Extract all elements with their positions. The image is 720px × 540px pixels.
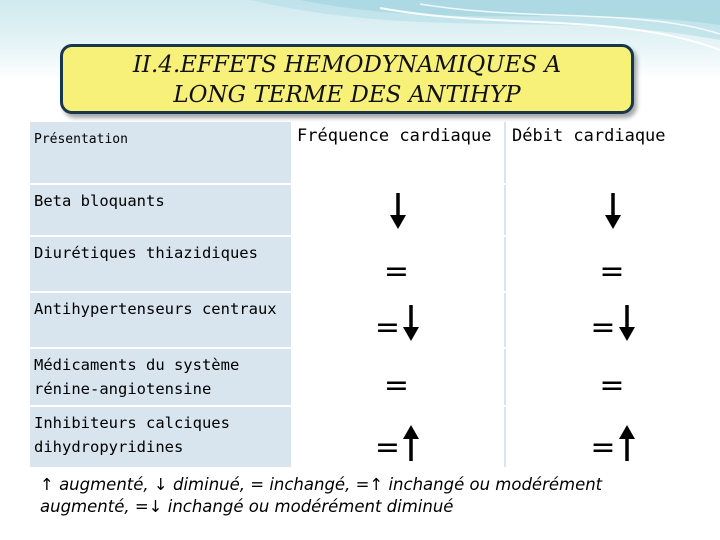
row-1-cardiac-output [505,236,720,292]
row-label: Inhibiteurs calciques dihydropyridines [30,406,290,468]
header-cardiac-output: Débit cardiaque [505,122,720,184]
arrow-down-icon [618,303,636,343]
effect-symbol [291,368,504,403]
equals-sign: = [590,430,616,465]
equals-sign: = [374,310,401,345]
effect-symbol [506,303,720,343]
table-row [30,184,720,236]
equals-sign: = [599,368,625,403]
arrow-up-icon [402,423,420,463]
row-1-heart-rate [290,236,505,292]
table-row [30,236,720,292]
table-header-row [30,122,720,184]
slide-title [60,44,634,114]
arrow-up-icon [618,423,636,463]
legend-line-1: ↑ augmenté, ↓ diminué, = inchangé, =↑ inchangé ou modérément [40,475,603,494]
row-label: Beta bloquants [30,184,290,236]
equals-sign: = [383,254,410,289]
header-heart-rate: Fréquence cardiaque [290,122,505,184]
effect-symbol [506,368,720,403]
row-2-heart-rate [290,292,505,348]
arrow-down-icon [389,191,407,231]
legend [40,474,710,518]
row-4-cardiac-output [505,406,720,468]
row-label: Antihypertenseurs centraux [30,292,290,348]
arrow-down-icon [402,303,420,343]
title-line-1: II.4.EFFETS HEMODYNAMIQUES A [132,52,562,78]
arrow-down-icon [604,191,622,231]
title-line-2: LONG TERME DES ANTIHYP [173,82,521,108]
row-3-cardiac-output [505,348,720,406]
effect-symbol [506,254,720,289]
equals-sign: = [599,254,625,289]
equals-sign: = [590,310,616,345]
row-0-heart-rate [290,184,505,236]
equals-sign: = [383,368,410,403]
effect-symbol [291,254,504,289]
row-0-cardiac-output [505,184,720,236]
row-2-cardiac-output [505,292,720,348]
legend-line-2: augmenté, =↓ inchangé ou modérément diminué [40,497,454,516]
header-presentation: Présentation [30,122,290,184]
effect-symbol [506,191,720,231]
row-label: Médicaments du système rénine-angiotensine [30,348,290,406]
table-row [30,292,720,348]
row-3-heart-rate [290,348,505,406]
row-4-heart-rate [290,406,505,468]
row-label: Diurétiques thiazidiques [30,236,290,292]
equals-sign: = [374,430,401,465]
effect-symbol [506,423,720,463]
effect-symbol [291,191,504,231]
table-row [30,406,720,468]
effect-symbol [291,303,504,343]
effects-table [30,122,720,469]
table-row [30,348,720,406]
effect-symbol [291,423,504,463]
